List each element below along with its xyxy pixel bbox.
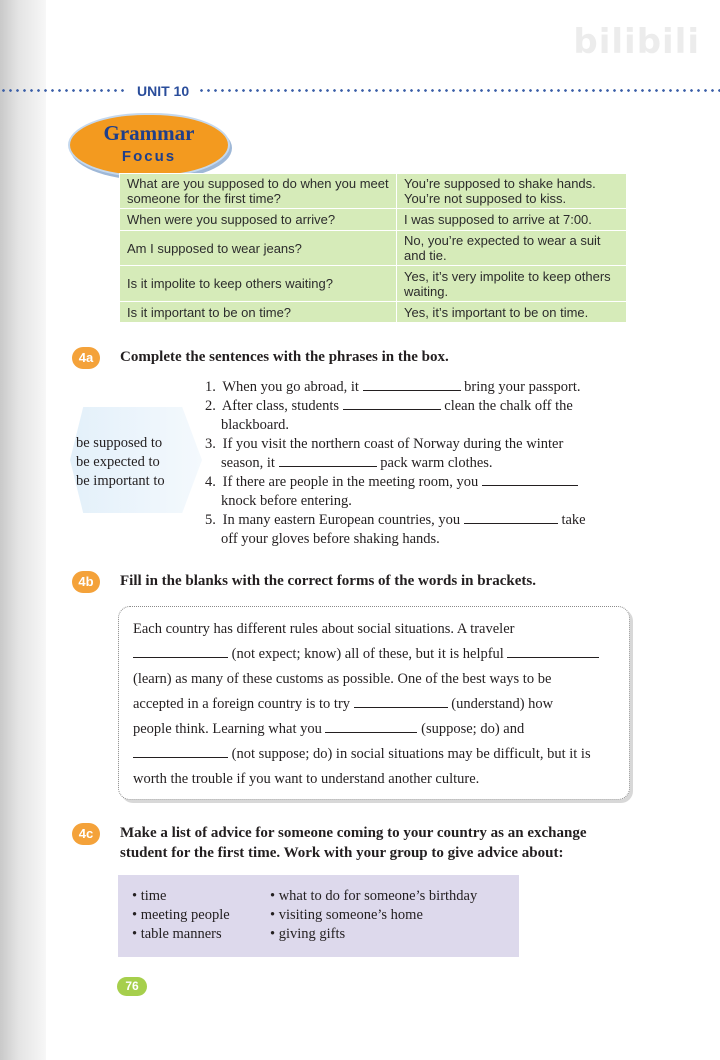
- answer-cell: Yes, it’s very impolite to keep others waiting.: [397, 266, 627, 302]
- paragraph-line: [133, 742, 618, 767]
- paragraph-line: (learn) as many of these customs as possible. One of the best ways to be: [133, 671, 552, 687]
- sentence-number: 3.: [205, 436, 216, 452]
- answer-cell: You’re supposed to shake hands. You’re not supposed to kiss.: [397, 174, 627, 209]
- sentence-text: If you visit the northern coast of Norway during the winter: [222, 436, 564, 452]
- sentence-4: [205, 473, 625, 492]
- header-dots-left: [0, 89, 126, 92]
- paragraph-line: Each country has different rules about social situations. A traveler: [133, 621, 515, 637]
- section-marker-4b: 4b: [72, 571, 100, 593]
- topic-item: • giving gifts: [270, 926, 346, 942]
- answer-cell: Yes, it’s important to be on time.: [397, 302, 627, 323]
- paragraph-fragment: accepted in a foreign country is to try: [133, 696, 351, 712]
- phrase-item: be supposed to: [76, 435, 163, 451]
- paragraph-line: [133, 717, 618, 742]
- question-cell: What are you supposed to do when you meet someone for the first time?: [120, 174, 397, 209]
- question-cell: Is it impolite to keep others waiting?: [120, 266, 397, 302]
- sentence-5-continued: off your gloves before shaking hands.: [221, 531, 440, 547]
- topic-item: • visiting someone’s home: [270, 907, 423, 923]
- paragraph-line: [133, 642, 618, 667]
- sentence-text: In many eastern European countries, you: [222, 512, 461, 528]
- phrase-item: be important to: [76, 473, 165, 489]
- answer-blank[interactable]: [133, 645, 228, 658]
- sentence-text: season, it: [221, 455, 275, 471]
- answer-blank[interactable]: [343, 397, 441, 410]
- badge-subtitle: Focus: [121, 148, 177, 165]
- sentence-text: clean the chalk off the: [444, 398, 573, 414]
- sentence-number: 1.: [205, 379, 216, 395]
- paragraph-fragment: people think. Learning what you: [133, 721, 322, 737]
- answer-blank[interactable]: [507, 645, 599, 658]
- answer-blank[interactable]: [482, 473, 578, 486]
- answer-cell: No, you’re expected to wear a suit and tie.: [397, 231, 627, 266]
- sentence-text: take: [561, 512, 586, 528]
- table-row: [120, 209, 627, 231]
- paragraph-text: [133, 617, 618, 792]
- table-row: [120, 302, 627, 323]
- topic-item: • time: [132, 888, 167, 904]
- sentence-2-continued: blackboard.: [221, 417, 290, 433]
- answer-cell: I was supposed to arrive at 7:00.: [397, 209, 627, 231]
- question-cell: When were you supposed to arrive?: [120, 209, 397, 231]
- sentence-text: After class, students: [221, 398, 340, 414]
- topic-item: • meeting people: [132, 907, 230, 923]
- book-spine-shadow: [0, 0, 46, 1060]
- page-number: 76: [117, 977, 147, 996]
- paragraph-line: worth the trouble if you want to understand another culture.: [133, 771, 480, 787]
- sentence-5: [205, 511, 625, 530]
- table-row: [120, 266, 627, 302]
- table-row: [120, 174, 627, 209]
- answer-blank[interactable]: [279, 454, 377, 467]
- paragraph-fragment: (not suppose; do) in social situations may be difficult, but it is: [231, 746, 591, 762]
- watermark-logo: bilibili: [573, 22, 700, 62]
- section-marker-4c: 4c: [72, 823, 100, 845]
- answer-blank[interactable]: [363, 378, 461, 391]
- instruction-4b: Fill in the blanks with the correct forms of the words in brackets.: [120, 573, 536, 589]
- sentence-2: [205, 397, 625, 416]
- topic-item: • table manners: [132, 926, 222, 942]
- sentence-text: bring your passport.: [464, 379, 581, 395]
- question-cell: Am I supposed to wear jeans?: [120, 231, 397, 266]
- grammar-focus-badge: [70, 115, 228, 175]
- topic-item: • what to do for someone’s birthday: [270, 888, 478, 904]
- sentence-number: 5.: [205, 512, 216, 528]
- section-marker-4a: 4a: [72, 347, 100, 369]
- unit-header: [0, 83, 720, 99]
- sentence-text: When you go abroad, it: [222, 379, 359, 395]
- phrase-item: be expected to: [76, 454, 160, 470]
- grammar-table: [119, 173, 627, 323]
- sentence-text: If there are people in the meeting room, you: [222, 474, 479, 490]
- paragraph-line: [133, 692, 618, 717]
- sentence-3-continued: [205, 454, 641, 473]
- paragraph-fragment: (understand) how: [451, 696, 554, 712]
- sentence-text: pack warm clothes.: [380, 455, 493, 471]
- paragraph-fragment: (suppose; do) and: [421, 721, 525, 737]
- sentence-number: 4.: [205, 474, 216, 490]
- answer-blank[interactable]: [354, 695, 448, 708]
- header-dots-right: [198, 89, 720, 92]
- badge-title: Grammar: [103, 121, 195, 145]
- table-row: [120, 231, 627, 266]
- instruction-4c-line-1: Make a list of advice for someone coming to your country as an exchange: [120, 825, 587, 841]
- sentence-3: [205, 435, 625, 454]
- answer-blank[interactable]: [325, 720, 417, 733]
- instruction-4a: Complete the sentences with the phrases in the box.: [120, 349, 449, 365]
- unit-label: UNIT 10: [132, 83, 194, 99]
- instruction-4c-line-2: student for the first time. Work with your group to give advice about:: [120, 845, 564, 861]
- sentence-1: [205, 378, 625, 397]
- answer-blank[interactable]: [464, 511, 558, 524]
- paragraph-fragment: (not expect; know) all of these, but it is helpful: [231, 646, 504, 662]
- sentence-4-continued: knock before entering.: [221, 493, 352, 509]
- sentence-number: 2.: [205, 398, 216, 414]
- question-cell: Is it important to be on time?: [120, 302, 397, 323]
- answer-blank[interactable]: [133, 745, 228, 758]
